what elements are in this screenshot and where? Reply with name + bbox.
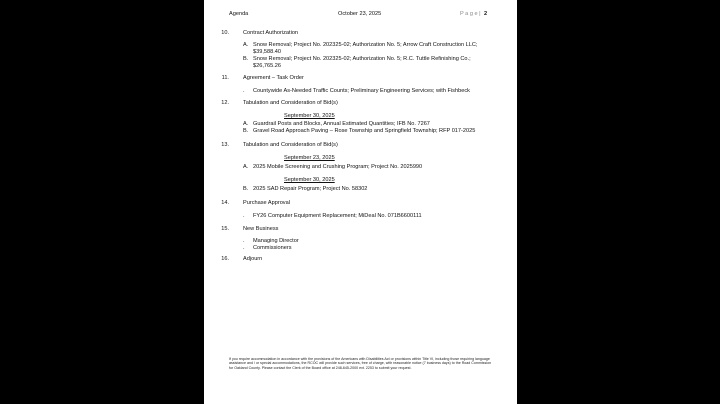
header-left: Agenda	[229, 11, 249, 17]
sub-mark: A.	[243, 121, 249, 127]
document-page	[204, 0, 517, 404]
item-number: 13.	[221, 142, 229, 148]
header-page-number: 2	[484, 11, 488, 17]
sub-item-text: Countywide As-Needed Traffic Counts; Preliminary Engineering Services; with Fishbeck	[253, 88, 470, 94]
sub-mark: A.	[243, 164, 249, 170]
item-number: 10.	[221, 30, 229, 36]
bid-date: September 30, 2025	[284, 177, 335, 183]
item-title: Purchase Approval	[243, 200, 290, 206]
sub-item-text: Commissioners	[253, 245, 292, 251]
item-number: 16.	[221, 256, 229, 262]
sub-item-text: Snow Removal; Project No. 202325-02; Authorization No. 5; Arrow Craft Construction LLC;	[253, 42, 478, 48]
item-number: 12.	[221, 100, 229, 106]
item-title: Adjourn	[243, 256, 263, 262]
item-title: Contract Authorization	[243, 30, 299, 36]
item-title: Tabulation and Consideration of Bid(s)	[243, 100, 338, 106]
sub-mark: .	[243, 238, 245, 244]
header-page-label: P a g e |	[460, 11, 481, 17]
item-title: Tabulation and Consideration of Bid(s)	[243, 142, 338, 148]
sub-item-text: $26,765.26	[253, 63, 281, 69]
sub-item-text: Guardrail Posts and Blocks, Annual Estimated Quantities; IFB No. 7267	[253, 121, 430, 127]
sub-mark: B.	[243, 186, 249, 192]
item-title: Agreement – Task Order	[243, 75, 304, 81]
sub-item-text: 2025 SAD Repair Program; Project No. 58302	[253, 186, 368, 192]
sub-item-text: Snow Removal; Project No. 202325-02; Authorization No. 5; R.C. Tuttle Refinishing Co.;	[253, 56, 471, 62]
sub-item-text: $39,588.40	[253, 49, 281, 55]
item-number: 11.	[221, 75, 229, 81]
sub-item-text: Managing Director	[253, 238, 299, 244]
accessibility-notice: If you require accommodation in accordance with the provisions of the Americans with Disabilities Act or provisions within Title VI, including those requiring language assistance and / or special accommodations, the RCOC will provide such services, free of charge, with reasonable notice (7 business days) to the Road Commission for Oakland County. Please contact the Clerk of the Board office at 248-645-2000 ext. 2253 to submit your request.	[229, 357, 492, 370]
sub-mark: B.	[243, 56, 249, 62]
bid-date: September 30, 2025	[284, 113, 335, 119]
header-date: October 23, 2025	[338, 11, 382, 17]
sub-item-text: 2025 Mobile Screening and Crushing Program; Project No. 2025990	[253, 164, 423, 170]
item-number: 15.	[221, 226, 229, 232]
sub-item-text: FY26 Computer Equipment Replacement; MiDeal No. 071B6600111	[253, 213, 422, 219]
sub-mark: B.	[243, 128, 249, 134]
sub-mark: .	[243, 213, 245, 219]
sub-mark: A.	[243, 42, 249, 48]
sub-item-text: Gravel Road Approach Paving – Rose Township and Springfield Township; RFP 017-2025	[253, 128, 476, 134]
sub-mark: .	[243, 88, 245, 94]
item-title: New Business	[243, 226, 279, 232]
sub-mark: .	[243, 245, 245, 251]
bid-date: September 23, 2025	[284, 155, 335, 161]
item-number: 14.	[221, 200, 229, 206]
